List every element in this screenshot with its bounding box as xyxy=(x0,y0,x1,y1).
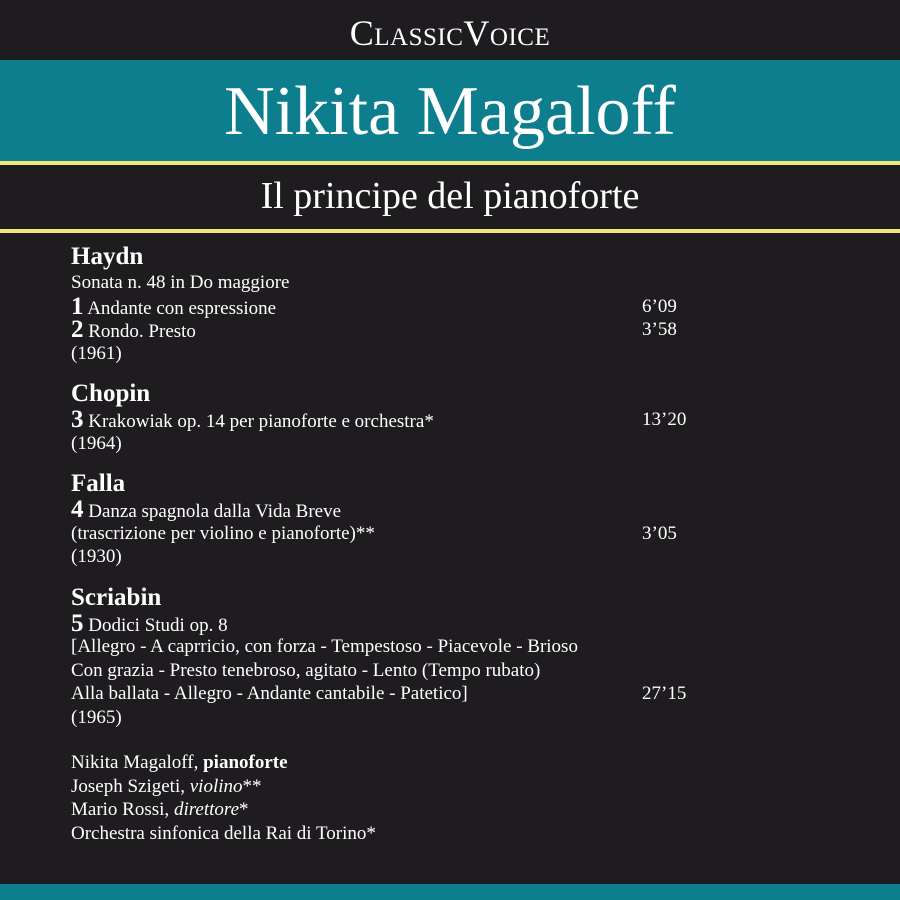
year-text: (1961) xyxy=(71,342,122,364)
tracklist xyxy=(71,242,771,845)
performer-name: Mario Rossi, xyxy=(71,799,174,820)
track-title-line4: Alla ballata - Allegro - Andante cantabile - Patetico] xyxy=(71,683,468,704)
performer-mark: * xyxy=(239,799,249,820)
composer-block-haydn xyxy=(71,242,771,365)
performers-credits xyxy=(71,751,771,845)
divider-stripe-bottom xyxy=(0,229,900,233)
track-row xyxy=(71,609,771,637)
album-subtitle: Il principe del pianoforte xyxy=(260,175,640,217)
track-title: Dodici Studi op. 8 xyxy=(88,614,228,636)
composer-name: Falla xyxy=(71,470,126,497)
recording-year xyxy=(71,432,771,456)
composer-block-chopin xyxy=(71,379,771,455)
composer-name: Haydn xyxy=(71,243,144,270)
track-title: Andante con espressione xyxy=(87,297,277,319)
performer-name: Orchestra sinfonica della Rai di Torino* xyxy=(71,822,376,844)
track-duration: 3’58 xyxy=(642,319,677,340)
bottom-band xyxy=(0,884,900,900)
year-text: (1930) xyxy=(71,546,122,567)
year-text: (1964) xyxy=(71,432,122,454)
track-row xyxy=(71,408,771,432)
track-number: 3 xyxy=(71,406,84,433)
performer-name: Nikita Magaloff, xyxy=(71,752,204,773)
performer-name: Joseph Szigeti, xyxy=(71,775,190,797)
composer-name: Chopin xyxy=(71,380,151,407)
recording-year xyxy=(71,342,771,366)
track-row xyxy=(71,292,771,320)
performer-line xyxy=(71,798,771,822)
track-title: Rondo. Presto xyxy=(88,321,196,342)
track-title-line3: Con grazia - Presto tenebroso, agitato - Lento (Tempo rubato) xyxy=(71,659,541,681)
performer-role: pianoforte xyxy=(203,752,288,773)
recording-year xyxy=(71,545,771,569)
brand-logo: ClassicVoice xyxy=(349,13,551,53)
track-title: Krakowiak op. 14 per pianoforte e orchestra* xyxy=(88,411,434,432)
track-title: Danza spagnola dalla Vida Breve xyxy=(88,501,342,522)
work-title-text: Sonata n. 48 in Do maggiore xyxy=(71,272,290,293)
track-number: 4 xyxy=(71,496,84,523)
track-duration: 3’05 xyxy=(642,522,677,544)
track-row-continued xyxy=(71,522,771,546)
track-row-continued xyxy=(71,682,771,706)
track-row-continued xyxy=(71,659,771,683)
track-duration: 27’15 xyxy=(642,683,687,704)
track-title-line2: [Allegro - A caprricio, con forza - Tempestoso - Piacevole - Brioso xyxy=(71,636,578,657)
performer-mark: ** xyxy=(242,775,262,797)
track-row xyxy=(71,318,771,342)
divider-stripe-top xyxy=(0,161,900,165)
track-number: 5 xyxy=(71,609,84,637)
track-number: 2 xyxy=(71,316,84,343)
performer-role: violino xyxy=(189,775,243,797)
track-row xyxy=(71,498,771,522)
composer-block-falla xyxy=(71,469,771,569)
track-title-line2: (trascrizione per violino e pianoforte)** xyxy=(71,522,375,544)
performer-line xyxy=(71,822,771,846)
year-text: (1965) xyxy=(71,706,122,728)
track-row-continued xyxy=(71,635,771,659)
performer-line xyxy=(71,775,771,799)
composer-block-scriabin xyxy=(71,583,771,730)
track-duration: 6’09 xyxy=(642,295,677,317)
track-duration: 13’20 xyxy=(642,409,687,430)
composer-name: Scriabin xyxy=(71,583,162,611)
recording-year xyxy=(71,706,771,730)
artist-name: Nikita Magaloff xyxy=(224,73,676,150)
performer-line xyxy=(71,751,771,775)
work-title xyxy=(71,271,771,295)
performer-role: direttore xyxy=(173,799,240,820)
track-number: 1 xyxy=(71,292,84,320)
